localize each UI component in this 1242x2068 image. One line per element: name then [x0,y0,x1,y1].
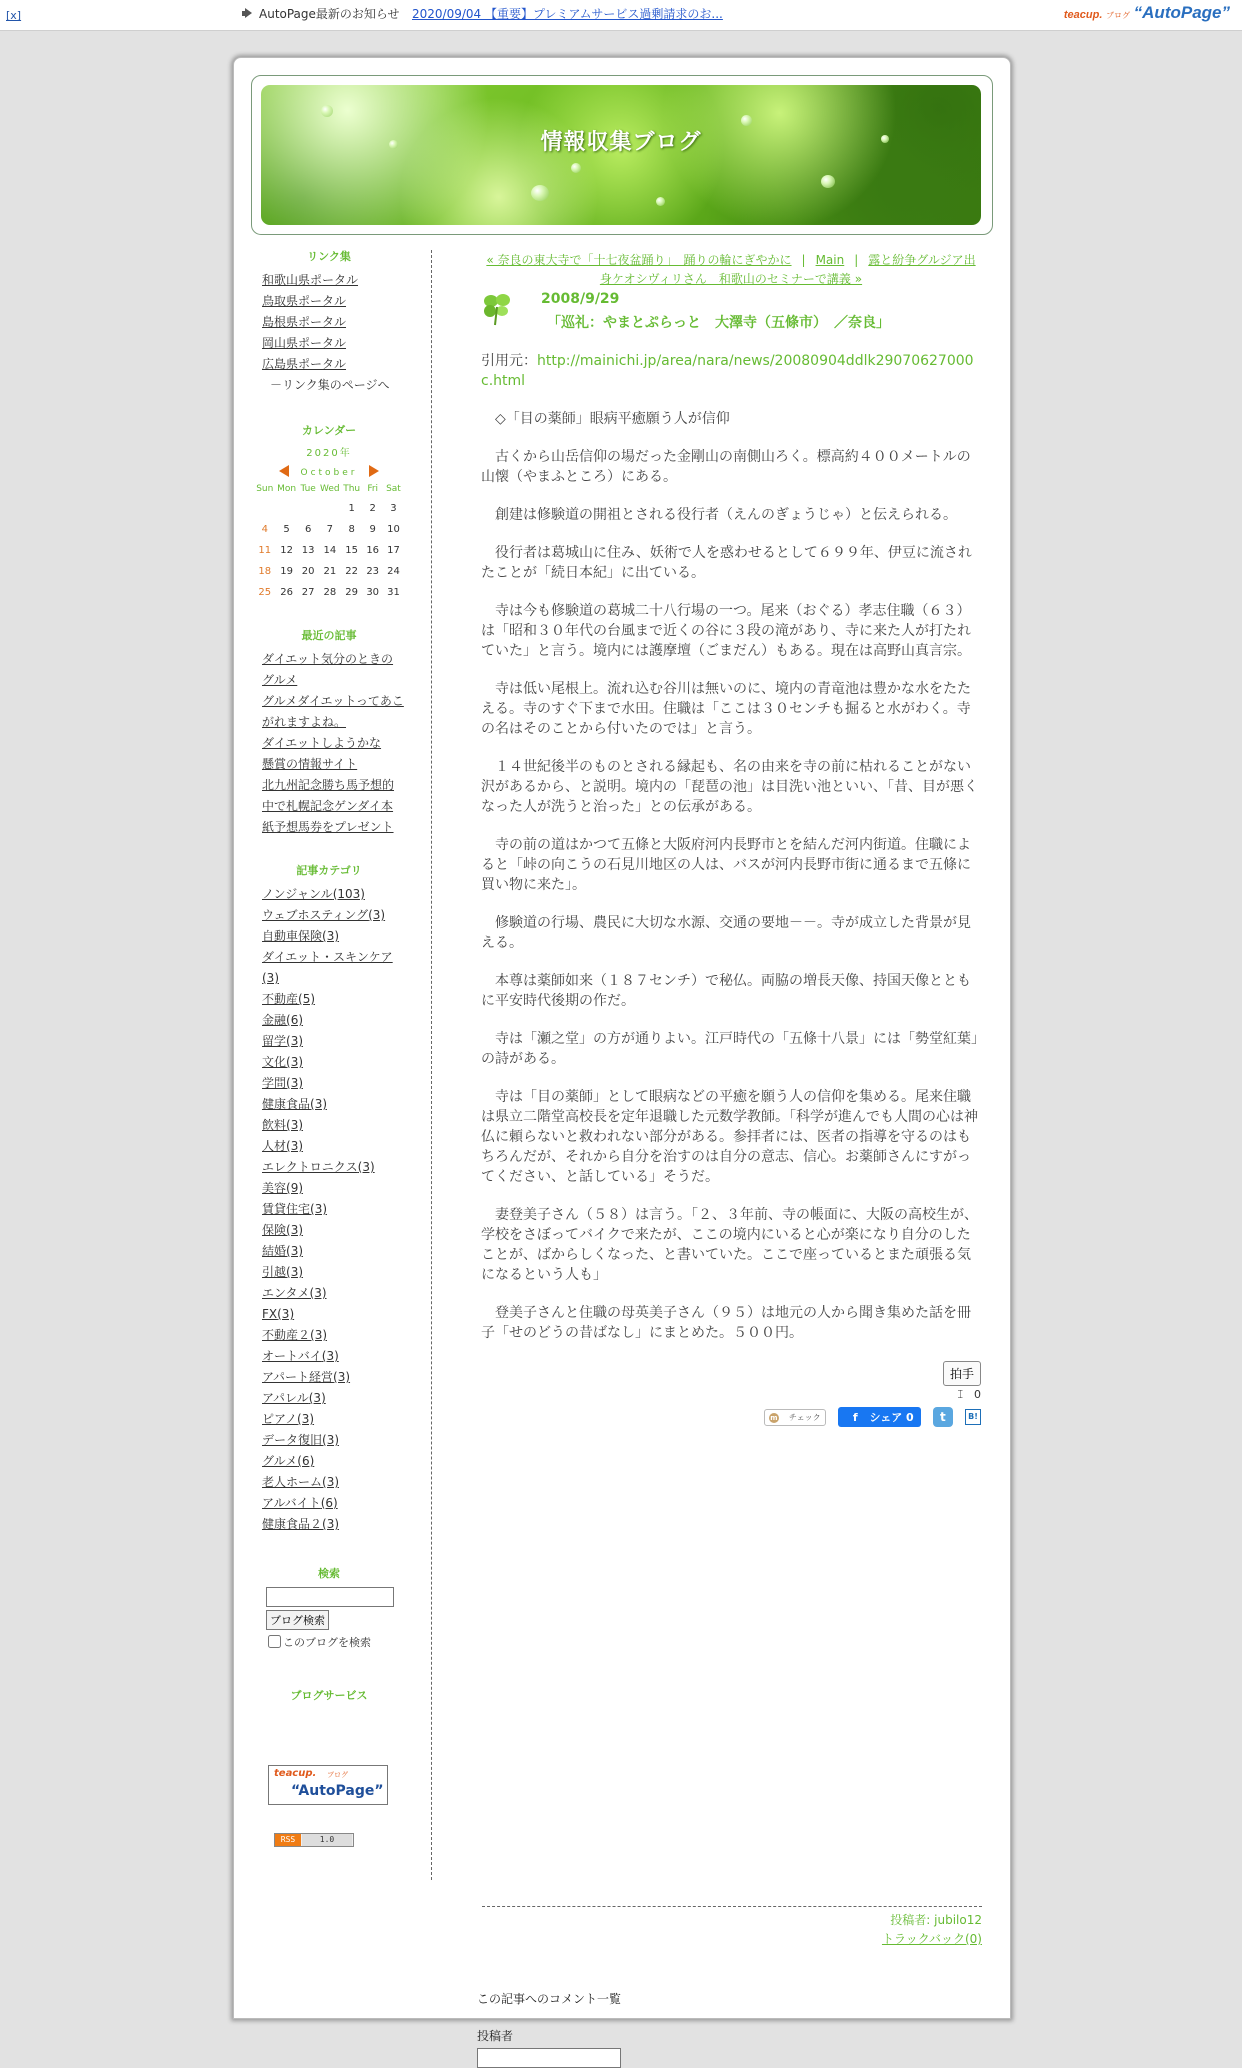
category-item [262,1388,404,1409]
blog-page [233,57,1011,2043]
category-item [262,1283,404,1304]
water-drop-icon [531,185,549,201]
category-label: 健康食品 [262,1097,311,1111]
sidebar [254,248,404,1847]
calendar-day[interactable]: 9 [369,524,376,535]
recent-post-item-link[interactable]: グルメダイエットってあこがれますよね。 [262,694,404,729]
blog-search-button[interactable]: ブログ検索 [266,1610,329,1630]
category-count: (3) [286,1076,304,1090]
category-link[interactable] [262,1265,303,1279]
category-link[interactable] [262,1328,327,1342]
source-link[interactable]: http://mainichi.jp/area/nara/news/20080904ddlk29070627000c.html [481,353,974,389]
category-item [262,989,404,1010]
calendar-week [254,582,404,603]
prev-post-link[interactable]: « 奈良の東大寺で「十七夜盆踊り」 踊りの輪にぎやかに [486,253,792,267]
category-link[interactable] [262,1076,303,1090]
recent-post-item [262,733,404,754]
calendar-day [254,498,276,519]
blog-title[interactable]: 情報収集ブログ [540,130,702,155]
category-label: 文化 [262,1055,287,1069]
source-line [481,351,981,391]
post-header [481,291,981,336]
category-link[interactable] [262,1286,327,1300]
category-label: 不動産 [262,992,299,1006]
category-item [262,1220,404,1241]
recent-post-item [262,649,404,691]
calendar-day[interactable]: 31 [387,587,400,598]
category-label: 金融 [262,1013,287,1027]
post-footer [882,1911,982,1949]
prev-month-icon[interactable] [279,465,289,477]
calendar-day[interactable]: 8 [348,524,355,535]
category-link[interactable] [262,1181,303,1195]
ad-autopage-text: “AutoPage” [291,1783,384,1799]
header-banner[interactable] [261,85,981,225]
category-label: オートバイ [262,1349,322,1363]
links-more: －リンク集のページへ [270,378,390,392]
search-input[interactable] [266,1587,394,1607]
post-paragraph: 修験道の行場、農民に大切な水源、交通の要地－－。寺が成立した背景が見える。 [481,915,971,951]
rss-badge[interactable] [274,1833,354,1847]
hatena-bookmark-icon[interactable]: B! [965,1409,981,1425]
calendar-day[interactable]: 2 [369,503,376,514]
category-count: (3) [322,1433,340,1447]
mixi-check-button[interactable] [764,1409,826,1426]
category-count: (3) [368,908,386,922]
links-list [262,270,404,375]
category-item [262,1115,404,1136]
category-item [262,884,404,905]
calendar-year: 2020年 [306,448,352,459]
post-author: 投稿者: jubilo12 [890,1913,982,1927]
category-label: 自動車保険 [262,929,323,943]
category-item [262,1094,404,1115]
weekday-header: Fri [367,484,379,494]
notice-label [242,5,400,22]
ad-blog-text: ブログ [327,1771,348,1779]
category-label: 人材 [262,1139,287,1153]
next-post-link[interactable]: 露と紛争グルジア出身ケオシヴィリさん 和歌山のセミナーで講義 » [599,253,976,286]
clap-count: 0 [974,1388,981,1401]
search-box [266,1587,404,1653]
category-item [262,1493,404,1514]
calendar-day[interactable]: 13 [301,545,315,556]
clap-counter [481,1388,981,1401]
calendar-day[interactable]: 30 [366,587,380,598]
category-count: (3) [310,1097,328,1111]
post-paragraph: 寺の前の道はかつて五條と大阪府河内長野市とを結んだ河内街道。住職によると「峠の向こうの石見川地区の人は、バスが河内長野市街に通るまで五條に買い物に来た」。 [481,837,971,893]
links-heading: リンク集 [307,250,351,263]
link-item-link[interactable]: 島根県ポータル [262,315,347,329]
post-paragraph: 本尊は薬師如来（１８７センチ）で秘仏。両脇の増長天像、持国天像とともに平安時代後期の作だ。 [481,973,971,1009]
post-paragraph: 登美子さんと住職の母英美子さん（９５）は地元の人から聞き集めた話を冊子「せのどうの昔ばなし」にまとめた。５００円。 [481,1305,971,1341]
recent-post-item [262,691,404,733]
category-label: 保険 [262,1223,287,1237]
link-item [262,291,404,312]
calendar-grid [254,484,404,603]
category-link[interactable] [262,1160,375,1174]
link-item-link[interactable]: 和歌山県ポータル [262,273,359,287]
ad-teacup-text: teacup. [274,1768,317,1779]
calendar-day[interactable]: 12 [280,545,293,556]
calendar-day[interactable]: 15 [345,545,359,556]
nav-separator: | [801,253,806,267]
recent-post-item [262,775,404,838]
post-paragraph: 古くから山岳信仰の場だった金剛山の南側山ろく。標高約４００メートルの山懐（やまふところ）にある。 [481,449,971,485]
calendar-day[interactable]: 25 [258,587,272,598]
category-label: アルバイト [262,1496,321,1510]
category-item [262,926,404,947]
recent-heading: 最近の記事 [301,629,357,642]
water-drop-icon [571,163,581,173]
post-title: 「巡礼：やまとぷらっと 大澤寺（五條市） ／奈良」 [547,315,890,331]
category-item [262,1346,404,1367]
mixi-label: チェック [788,1412,821,1422]
category-count: (3) [286,1034,304,1048]
category-link[interactable] [262,1097,327,1111]
category-label: 結婚 [262,1244,287,1258]
category-item [262,1451,404,1472]
category-count: (3) [333,1370,351,1384]
calendar-heading: カレンダー [301,424,357,437]
water-drop-icon [321,105,333,117]
category-link[interactable] [262,1055,303,1069]
category-link[interactable] [262,1223,303,1237]
category-link[interactable] [262,1013,303,1027]
post-body [481,351,981,1343]
close-notice-link[interactable]: [x] [6,9,22,22]
category-count: (3) [277,1307,295,1321]
post-paragraph: 創建は修験道の開祖とされる役行者（えんのぎょうじゃ）と伝えられる。 [481,507,957,523]
calendar-day[interactable]: 27 [301,587,315,598]
clap-button[interactable]: 拍手 [943,1361,981,1386]
autopage-logo[interactable] [1064,3,1230,23]
calendar-day[interactable]: 24 [387,566,400,577]
category-link[interactable] [262,1034,303,1048]
link-item [262,354,404,375]
category-link[interactable] [262,1349,339,1363]
logo-autopage-text: “AutoPage” [1133,3,1230,22]
category-label: 不動産２ [262,1328,311,1342]
weekday-header: Mon [277,484,297,494]
search-heading: 検索 [318,1567,340,1580]
category-item [262,1178,404,1199]
calendar-day[interactable]: 5 [283,524,290,535]
weekday-header: Wed [320,484,340,494]
category-link[interactable] [262,1475,339,1489]
search-scope-checkbox[interactable] [268,1635,281,1648]
header-frame [251,75,993,235]
category-label: 老人ホーム [262,1475,323,1489]
category-link[interactable] [262,1370,350,1384]
category-count: (3) [286,1244,304,1258]
category-label: 飲料 [262,1118,287,1132]
category-count: (3) [310,1328,328,1342]
post-navigation [481,251,981,289]
notice-news-link[interactable]: 2020/09/04 【重要】プレミアムサービス過剰請求のお... [412,7,723,21]
link-item [262,270,404,291]
category-link[interactable] [262,1244,303,1258]
calendar-day[interactable]: 10 [387,524,400,535]
category-label: 学問 [262,1076,287,1090]
clap-hands-icon: ꀤ [956,1391,964,1401]
calendar-day[interactable]: 26 [280,587,293,598]
category-label: ピアノ [262,1412,298,1426]
calendar-day[interactable]: 20 [301,566,315,577]
category-link[interactable] [262,1517,339,1531]
autopage-notice-bar [0,0,1242,31]
calendar-day[interactable]: 22 [345,566,359,577]
category-item [262,1136,404,1157]
category-label: 留学 [262,1034,287,1048]
category-item [262,1409,404,1430]
post-paragraph: 寺は「瀬之堂」の方が通りよい。江戸時代の「五條十八景」には「勢堂紅葉」の詩がある。 [481,1031,978,1067]
link-item [262,312,404,333]
calendar-day[interactable]: 17 [387,545,400,556]
category-label: ダイエット・スキンケア [262,950,393,964]
calendar [254,444,404,603]
twitter-icon[interactable]: t [933,1407,953,1427]
recent-post-item-link[interactable]: ダイエットしようかな [262,736,382,750]
calendar-week [254,540,404,561]
category-count: (3) [262,971,279,985]
category-count: (3) [286,1223,304,1237]
category-item [262,1073,404,1094]
post-paragraph: ◇「目の薬師」眼病平癒願う人が信仰 [481,411,730,427]
calendar-day[interactable]: 7 [326,524,333,535]
recent-post-item [262,754,404,775]
search-scope-label: このブログを検索 [283,1636,371,1649]
column-divider [431,250,432,1880]
nav-separator: | [854,253,859,267]
speaker-icon [242,8,256,19]
category-link[interactable] [262,1118,303,1132]
share-buttons [481,1407,981,1431]
clover-icon [481,291,513,327]
recent-list [262,649,404,838]
category-count: (3) [286,1139,304,1153]
facebook-share-button[interactable] [838,1407,921,1427]
calendar-month: October [300,468,358,478]
category-count: (3) [308,1391,326,1405]
calendar-day[interactable]: 4 [261,524,268,535]
category-count: (3) [286,1265,304,1279]
category-link[interactable] [262,1391,326,1405]
category-label: 賃貸住宅 [262,1202,311,1216]
category-list [262,884,404,1535]
category-label: 美容 [262,1181,287,1195]
category-heading: 記事カテゴリ [296,864,362,877]
category-link[interactable] [262,950,393,985]
link-item [262,333,404,354]
category-label: FX [262,1307,278,1321]
calendar-day [319,498,341,519]
calendar-day[interactable]: 1 [348,503,355,514]
category-label: データ復旧 [262,1433,323,1447]
post-paragraphs [481,409,981,1343]
recent-post-item-link[interactable]: 北九州記念勝ち馬予想的中で札幌記念ゲンダイ本紙予想馬券をプレゼント [262,778,395,834]
post-paragraph: 寺は今も修験道の葛城二十八行場の一つ。尾来（おぐる）孝志住職（６３）は「昭和３０年代の台風まで近くの谷に３段の滝があり、寺に来た人が打たれていた」と言う。境内には護摩壇（ごまだん）もある。現在は高野山真言宗。 [481,603,971,659]
category-label: ノンジャンル [262,887,333,901]
calendar-week [254,498,404,519]
category-count: (3) [321,1349,339,1363]
category-item [262,1472,404,1493]
comments-list-title: この記事へのコメント一覧 [477,1992,622,2006]
category-item [262,1514,404,1535]
rss-label: RSS [275,1834,301,1846]
category-link[interactable] [262,1202,327,1216]
category-item [262,1010,404,1031]
category-link[interactable] [262,1496,338,1510]
link-item-link[interactable]: 広島県ポータル [262,357,347,371]
calendar-month-row [254,465,404,478]
post-paragraph: 役行者は葛城山に住み、妖術で人を惑わせるとして６９９年、伊豆に流されたことが「続日本紀」に出ている。 [481,545,972,581]
category-item [262,1325,404,1346]
category-label: 健康食品２ [262,1517,323,1531]
category-item [262,1031,404,1052]
calendar-day[interactable]: 28 [323,587,337,598]
post-footer-line [482,1906,982,1907]
category-link[interactable] [262,1307,294,1321]
calendar-week [254,561,404,582]
category-count: (3) [310,1202,328,1216]
comment-poster-input[interactable] [477,2048,621,2068]
calendar-day[interactable]: 21 [323,566,337,577]
calendar-day[interactable]: 3 [390,503,397,514]
category-link[interactable] [262,908,385,922]
category-item [262,1052,404,1073]
category-link[interactable] [262,1454,314,1468]
category-count: (3) [286,1118,304,1132]
category-count: (3) [286,1055,304,1069]
recent-post-item-link[interactable]: 懸賞の情報サイト [262,757,358,771]
clap-box [481,1361,981,1401]
water-drop-icon [821,175,835,188]
category-link[interactable] [262,1139,303,1153]
comment-poster-label: 投稿者 [477,2029,514,2043]
post-date: 2008/9/29 [541,291,620,307]
category-label: エレクトロニクス [262,1160,358,1174]
calendar-day [298,498,319,519]
facebook-share-label: シェア 0 [869,1411,914,1424]
category-item [262,1157,404,1178]
category-item [262,1262,404,1283]
category-count: (3) [322,1517,340,1531]
category-count: (3) [357,1160,375,1174]
search-scope [266,1633,404,1653]
recent-post-item-link[interactable]: ダイエット気分のときのグルメ [262,652,394,687]
main-content [481,251,981,1431]
category-label: グルメ [262,1454,298,1468]
category-label: エンタメ [262,1286,310,1300]
category-count: (3) [297,1412,315,1426]
mixi-icon: m [770,1413,778,1422]
weekday-header: Sun [256,484,274,494]
post-paragraph: 寺は「目の薬師」として眼病などの平癒を願う人の信仰を集める。尾来住職は県立二階堂高校長を定年退職した元数学教師。「科学が進んでも人間の心は神仏に頼らないと救われない部分がある。参拝者には、医者の指導を守るのはもちろんだが、それから自分を治すのは自分の意志、信心。お薬師さんにすがってください、と話している」そうだ。 [481,1089,978,1185]
category-item [262,905,404,926]
calendar-day[interactable]: 19 [280,566,293,577]
category-count: (6) [286,1013,304,1027]
calendar-week [254,519,404,540]
calendar-day[interactable]: 23 [366,566,380,577]
weekday-header: Tue [300,484,316,494]
category-label: アパート経営 [262,1370,334,1384]
post-paragraph: 寺は低い尾根上。流れ込む谷川は無いのに、境内の青竜池は豊かな水をたたえる。寺のすぐ下まで水田。住職は「ここは３０センチも掘ると水がわく。寺の名はそのことから付いたのでは」と言う。 [481,681,971,737]
category-item [262,947,404,989]
category-count: (3) [309,1286,327,1300]
category-count: (6) [320,1496,338,1510]
source-label: 引用元： [481,353,537,369]
next-month-icon[interactable] [369,465,379,477]
category-item [262,1367,404,1388]
facebook-icon: f [852,1410,858,1424]
category-count: (6) [297,1454,315,1468]
category-item [262,1430,404,1451]
category-link[interactable] [262,1433,339,1447]
category-item [262,1241,404,1262]
category-item [262,1304,404,1325]
category-link[interactable] [262,992,315,1006]
notice-label-text: AutoPage最新のお知らせ [259,7,400,21]
links-more-link[interactable]: リンク集のページへ [282,378,390,392]
calendar-day[interactable]: 14 [323,545,337,556]
category-count: (103) [332,887,365,901]
calendar-day[interactable]: 16 [366,545,380,556]
rss-version: 1.0 [302,1834,352,1846]
category-count: (9) [286,1181,304,1195]
link-item-link[interactable]: 鳥取県ポータル [262,294,347,308]
category-count: (3) [322,1475,340,1489]
calendar-day[interactable]: 6 [304,524,312,535]
logo-teacup-text: teacup. [1063,9,1103,21]
autopage-banner[interactable] [268,1765,388,1805]
category-label: ウェブホスティング [262,908,369,922]
water-drop-icon [656,197,665,206]
trackback-link[interactable]: トラックバック(0) [881,1932,982,1946]
category-label: 引越 [262,1265,287,1279]
logo-blog-text: ブログ [1106,11,1131,20]
weekday-header: Thu [343,484,361,494]
link-item-link[interactable]: 岡山県ポータル [262,336,347,350]
category-count: (5) [298,992,316,1006]
calendar-day[interactable]: 29 [345,587,359,598]
category-item [262,1199,404,1220]
category-link[interactable] [262,1412,314,1426]
post-paragraph: 妻登美子さん（５８）は言う。「２、３年前、寺の帳面に、大阪の高校生が、学校をさぼってバイクで来たが、ここの境内にいると心が楽になり自分のしたことが、ばからしくなった、と書いていた。ここで座っているとまた頑張る気になるという人も」 [481,1207,978,1283]
category-link[interactable] [262,887,365,901]
post-paragraph: １４世紀後半のものとされる縁起も、名の由来を寺の前に枯れることがない沢があるから、と説明。境内の「琵琶の池」は目洗い池といい、「昔、目が悪くなった人が洗うと治った」との伝承がある。 [481,759,978,815]
main-link[interactable]: Main [815,253,845,267]
service-heading: ブログサービス [290,1689,368,1702]
calendar-day[interactable]: 18 [258,566,272,577]
calendar-day [276,498,298,519]
calendar-day[interactable]: 11 [258,545,272,556]
category-link[interactable] [262,929,339,943]
category-count: (3) [322,929,340,943]
comments-section [477,1990,621,2068]
category-label: アパレル [262,1391,309,1405]
weekday-header: Sat [386,484,401,494]
